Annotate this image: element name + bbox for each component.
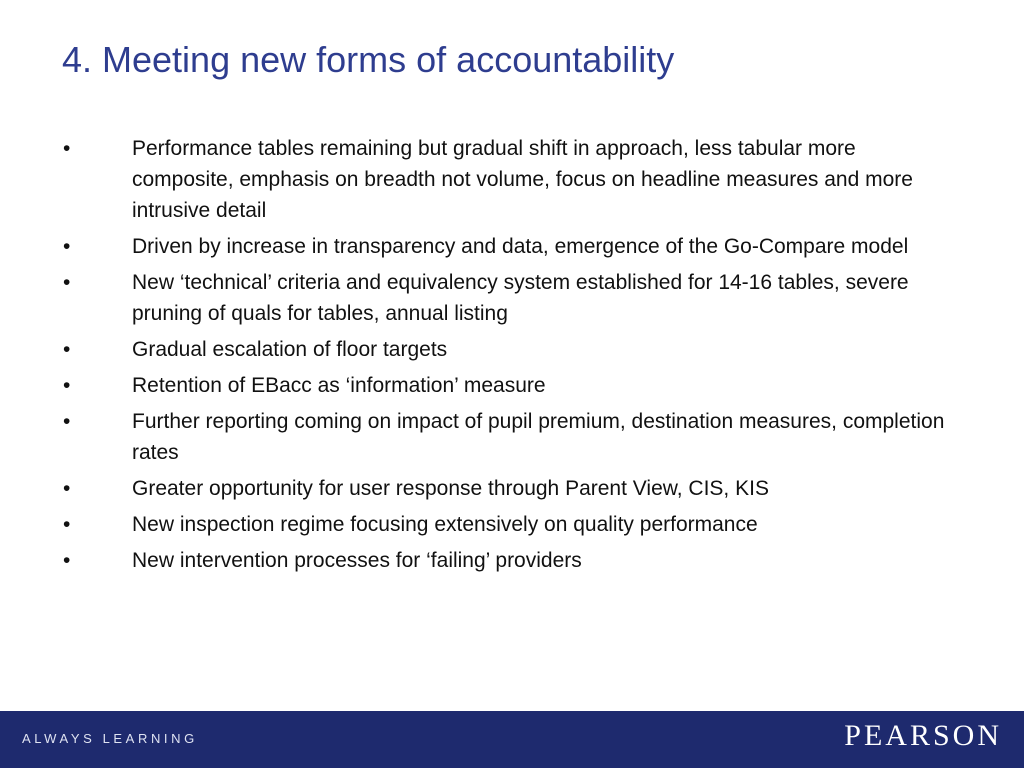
bullet-icon: •: [63, 513, 71, 536]
bullet-text: New ‘technical’ criteria and equivalency system established for 14-16 tables, severe pruning of quals for tables, annual listing: [132, 271, 909, 325]
bullet-item: [62, 334, 962, 365]
bullet-item: [62, 473, 962, 504]
bullet-item: [62, 406, 962, 468]
bullet-text: Retention of EBacc as ‘information’ measure: [132, 374, 546, 397]
bullet-icon: •: [63, 410, 71, 433]
bullet-item: [62, 509, 962, 540]
bullet-text: New inspection regime focusing extensively on quality performance: [132, 513, 758, 536]
bullet-item: [62, 267, 962, 329]
bullet-item: [62, 133, 962, 226]
bullet-icon: •: [63, 374, 71, 397]
bullet-list: [62, 133, 962, 581]
bullet-text: Performance tables remaining but gradual shift in approach, less tabular more composite, emphasis on breadth not volume, focus on headline measures and more intrusive detail: [132, 137, 913, 222]
bullet-text: Greater opportunity for user response through Parent View, CIS, KIS: [132, 477, 769, 500]
pearson-logo: PEARSON: [844, 719, 1002, 752]
footer-bar: [0, 711, 1024, 768]
bullet-icon: •: [63, 137, 71, 160]
footer-tagline: ALWAYS LEARNING: [22, 731, 198, 746]
bullet-icon: •: [63, 549, 71, 572]
bullet-text: Further reporting coming on impact of pupil premium, destination measures, completion rates: [132, 410, 945, 464]
bullet-icon: •: [63, 338, 71, 361]
bullet-icon: •: [63, 235, 71, 258]
bullet-text: New intervention processes for ‘failing’ providers: [132, 549, 582, 572]
bullet-text: Gradual escalation of floor targets: [132, 338, 448, 361]
bullet-item: [62, 370, 962, 401]
bullet-icon: •: [63, 477, 71, 500]
bullet-icon: •: [63, 271, 71, 294]
slide-title: 4. Meeting new forms of accountability: [62, 39, 675, 80]
bullet-item: [62, 545, 962, 576]
bullet-text: Driven by increase in transparency and data, emergence of the Go-Compare model: [132, 235, 909, 258]
bullet-item: [62, 231, 962, 262]
